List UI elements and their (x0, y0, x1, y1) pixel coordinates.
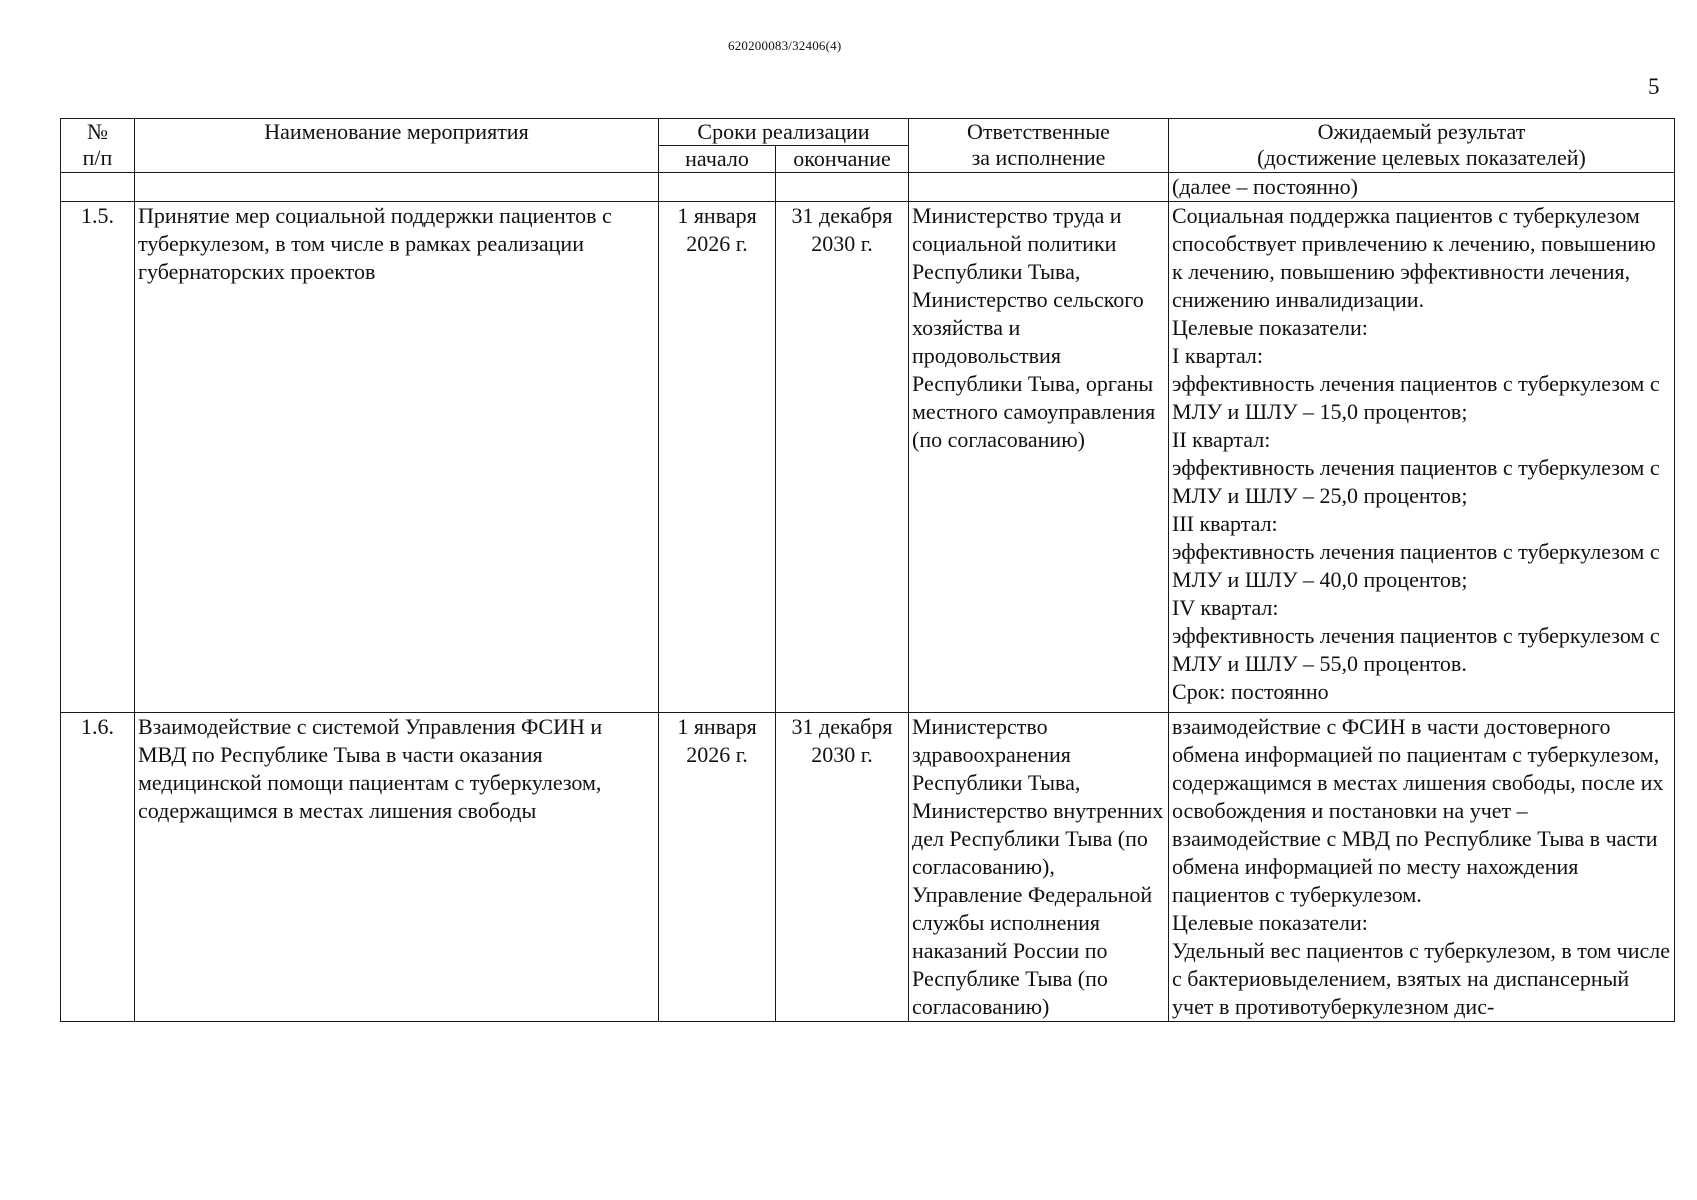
header-name-label: Наименование мероприятия (264, 119, 529, 144)
result-line: эффективность лечения пациентов с туберкулезом с МЛУ и ШЛУ – 15,0 процентов; (1172, 371, 1660, 424)
cell-result (1169, 713, 1675, 1022)
cell-start: 1 января 2026 г. (659, 202, 776, 713)
cell-num: 1.6. (61, 713, 135, 1022)
result-line: I квартал: (1172, 343, 1264, 368)
cell-end: 31 декабря 2030 г. (776, 713, 909, 1022)
result-line: Удельный вес пациентов с туберкулезом, в том числе с бактериовыделением, взятых на диспансерный учет в противотуберкулезном дис- (1172, 938, 1670, 1019)
cell-empty (659, 173, 776, 202)
header-start-label: начало (685, 146, 749, 171)
header-result-line1: Ожидаемый результат (1317, 119, 1526, 144)
header-result (1169, 119, 1675, 173)
header-end-label: окончание (793, 146, 891, 171)
header-result-line2: (достижение целевых показателей) (1257, 145, 1586, 170)
header-num-line2: п/п (82, 145, 113, 170)
result-line: Социальная поддержка пациентов с туберкулезом способствует привлечению к лечению, повышению к лечению, повышению эффективности лечения, снижению инвалидизации. (1172, 203, 1656, 312)
result-line: взаимодействие с ФСИН в части достоверного обмена информацией по пациентам с туберкулезом, содержащимся в местах лишения свободы, после их освобождения и постановки на учет – взаимодействие с МВД по Республике Тыва в части обмена информацией по месту нахождения пациентов с туберкулезом. (1172, 714, 1664, 907)
result-line: Целевые показатели: (1172, 910, 1368, 935)
measures-table (60, 118, 1675, 1022)
result-line: Срок: постоянно (1172, 679, 1329, 704)
header-responsible (909, 119, 1169, 173)
header-start (659, 146, 776, 173)
cell-empty (61, 173, 135, 202)
page-number: 5 (1648, 74, 1660, 99)
cell-end: 31 декабря 2030 г. (776, 202, 909, 713)
header-end (776, 146, 909, 173)
cell-num: 1.5. (61, 202, 135, 713)
result-line: Целевые показатели: (1172, 315, 1368, 340)
cell-empty (135, 173, 659, 202)
result-line: эффективность лечения пациентов с туберкулезом с МЛУ и ШЛУ – 40,0 процентов; (1172, 539, 1660, 592)
header-num-line1: № (87, 119, 108, 144)
cell-result-continuation: (далее – постоянно) (1169, 173, 1675, 202)
cell-name: Взаимодействие с системой Управления ФСИН и МВД по Республике Тыва в части оказания медицинской помощи пациентам с туберкулезом, содержащимся в местах лишения свободы (135, 713, 659, 1022)
result-line: эффективность лечения пациентов с туберкулезом с МЛУ и ШЛУ – 25,0 процентов; (1172, 455, 1660, 508)
result-line: III квартал: (1172, 511, 1278, 536)
result-line: эффективность лечения пациентов с туберкулезом с МЛУ и ШЛУ – 55,0 процентов. (1172, 623, 1660, 676)
cell-result (1169, 202, 1675, 713)
cell-empty (909, 173, 1169, 202)
document-number: 620200083/32406(4) (728, 38, 842, 53)
header-terms-label: Сроки реализации (697, 119, 870, 144)
header-terms (659, 119, 909, 146)
header-responsible-line2: за исполнение (971, 145, 1106, 170)
header-name (135, 119, 659, 173)
table-row (61, 713, 1675, 1022)
cell-responsible: Министерство труда и социальной политики Республики Тыва, Министерство сельского хозяйства и продовольствия Республики Тыва, органы местного самоуправления (по согласованию) (909, 202, 1169, 713)
table-row-continuation (61, 173, 1675, 202)
cell-responsible: Министерство здравоохранения Республики Тыва, Министерство внутренних дел Республики Тыва (по согласованию), Управление Федеральной службы исполнения наказаний России по Республике Тыва (по согласованию) (909, 713, 1169, 1022)
cell-empty (776, 173, 909, 202)
cell-name: Принятие мер социальной поддержки пациентов с туберкулезом, в том числе в рамках реализации губернаторских проектов (135, 202, 659, 713)
result-line: II квартал: (1172, 427, 1271, 452)
cell-start: 1 января 2026 г. (659, 713, 776, 1022)
header-num (61, 119, 135, 173)
result-line: IV квартал: (1172, 595, 1279, 620)
header-responsible-line1: Ответственные (967, 119, 1110, 144)
table-header-row (61, 119, 1675, 146)
table-row (61, 202, 1675, 713)
